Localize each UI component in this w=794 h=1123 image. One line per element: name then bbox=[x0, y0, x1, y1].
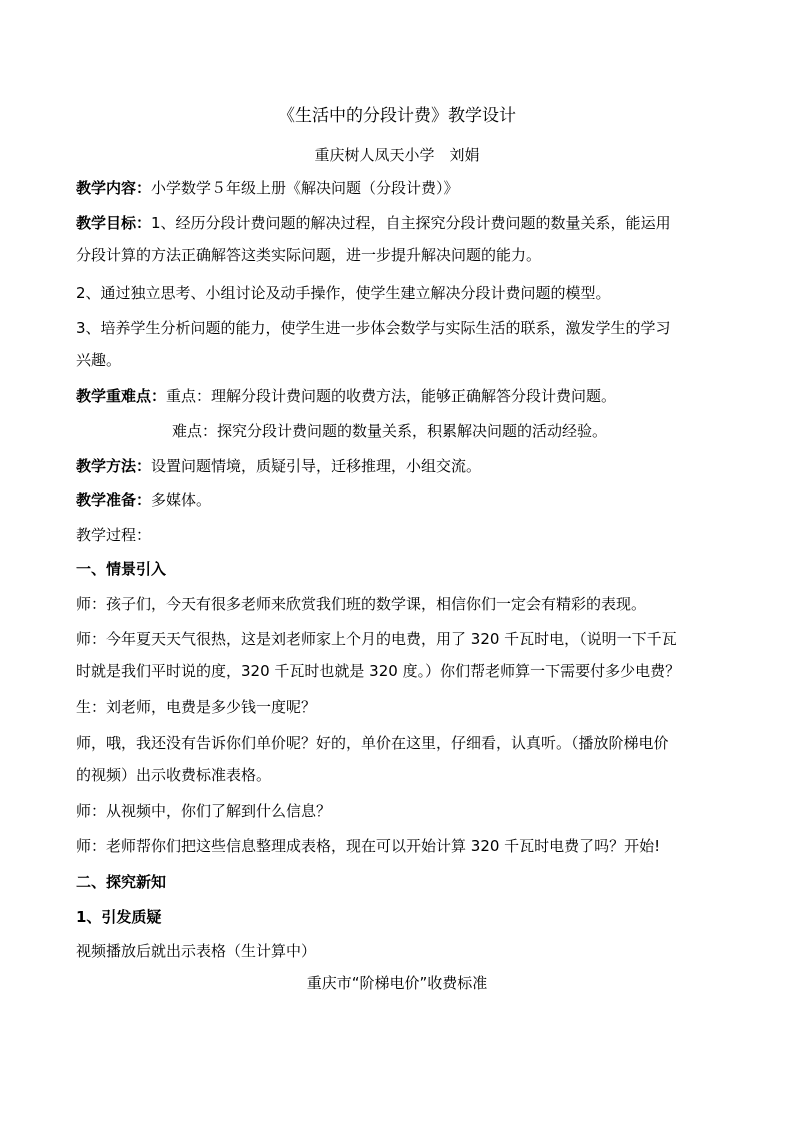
section-1-heading: 一、情景引入 bbox=[76, 560, 167, 578]
goal-3-continued: 兴趣。 bbox=[76, 351, 122, 369]
method-text: 设置问题情境，质疑引导，迁移推理，小组交流。 bbox=[151, 457, 482, 475]
key-points-paragraph bbox=[76, 386, 736, 406]
table-caption: 重庆市“阶梯电价”收费标准 bbox=[306, 974, 488, 992]
key-points-label: 教学重难点： bbox=[76, 387, 167, 405]
paragraph-6: 师：老师帮你们把这些信息整理成表格，现在可以开始计算 320 千瓦时电费了吗？开始! bbox=[76, 837, 661, 855]
paragraph-7: 视频播放后就出示表格（生计算中） bbox=[76, 942, 317, 960]
prep-text: 多媒体。 bbox=[151, 491, 212, 509]
goal-1-text: 1、经历分段计费问题的解决过程，自主探究分段计费问题的数量关系，能运用 bbox=[151, 214, 671, 232]
goal-3-text: 3、培养学生分析问题的能力，使学生进一步体会数学与实际生活的联系，激发学生的学习 bbox=[76, 319, 671, 337]
subsection-1-heading: 1、引发质疑 bbox=[76, 908, 162, 926]
content-text: 小学数学５年级上册《解决问题（分段计费）》 bbox=[151, 179, 459, 197]
paragraph-3: 生：刘老师，电费是多少钱一度呢？ bbox=[76, 698, 317, 716]
content-paragraph bbox=[76, 178, 736, 198]
paragraph-4-continued: 的视频）出示收费标准表格。 bbox=[76, 766, 272, 784]
goal-2-text: 2、通过独立思考、小组讨论及动手操作，使学生建立解决分段计费问题的模型。 bbox=[76, 284, 611, 302]
prep-label: 教学准备： bbox=[76, 491, 152, 509]
content-label: 教学内容： bbox=[76, 179, 152, 197]
goals-label: 教学目标： bbox=[76, 214, 152, 232]
section-2-heading: 二、探究新知 bbox=[76, 873, 167, 891]
goal-1-continued: 分段计算的方法正确解答这类实际问题，进一步提升解决问题的能力。 bbox=[76, 246, 542, 264]
goals-paragraph bbox=[76, 213, 736, 233]
author-line: 重庆树人凤天小学 刘娟 bbox=[314, 146, 480, 164]
paragraph-4: 师，哦，我还没有告诉你们单价呢？好的，单价在这里，仔细看，认真听。（播放阶梯电价 bbox=[76, 734, 669, 752]
process-heading: 教学过程： bbox=[76, 526, 152, 544]
method-paragraph bbox=[76, 456, 736, 476]
method-label: 教学方法： bbox=[76, 457, 152, 475]
difficulty-text: 难点：探究分段计费问题的数量关系，积累解决问题的活动经验。 bbox=[172, 422, 608, 440]
paragraph-1: 师：孩子们，今天有很多老师来欣赏我们班的数学课，相信你们一定会有精彩的表现。 bbox=[76, 595, 647, 613]
paragraph-2: 师：今年夏天天气很热，这是刘老师家上个月的电费，用了 320 千瓦时电，（说明一下千瓦 bbox=[76, 630, 677, 648]
prep-paragraph bbox=[76, 490, 736, 510]
key-points-text: 重点：理解分段计费问题的收费方法，能够正确解答分段计费问题。 bbox=[166, 387, 617, 405]
paragraph-5: 师：从视频中，你们了解到什么信息？ bbox=[76, 802, 332, 820]
paragraph-2-continued: 时就是我们平时说的度，320 千瓦时也就是 320 度。）你们帮老师算一下需要付多少电费？ bbox=[76, 662, 681, 680]
document-title: 《生活中的分段计费》教学设计 bbox=[278, 106, 516, 126]
